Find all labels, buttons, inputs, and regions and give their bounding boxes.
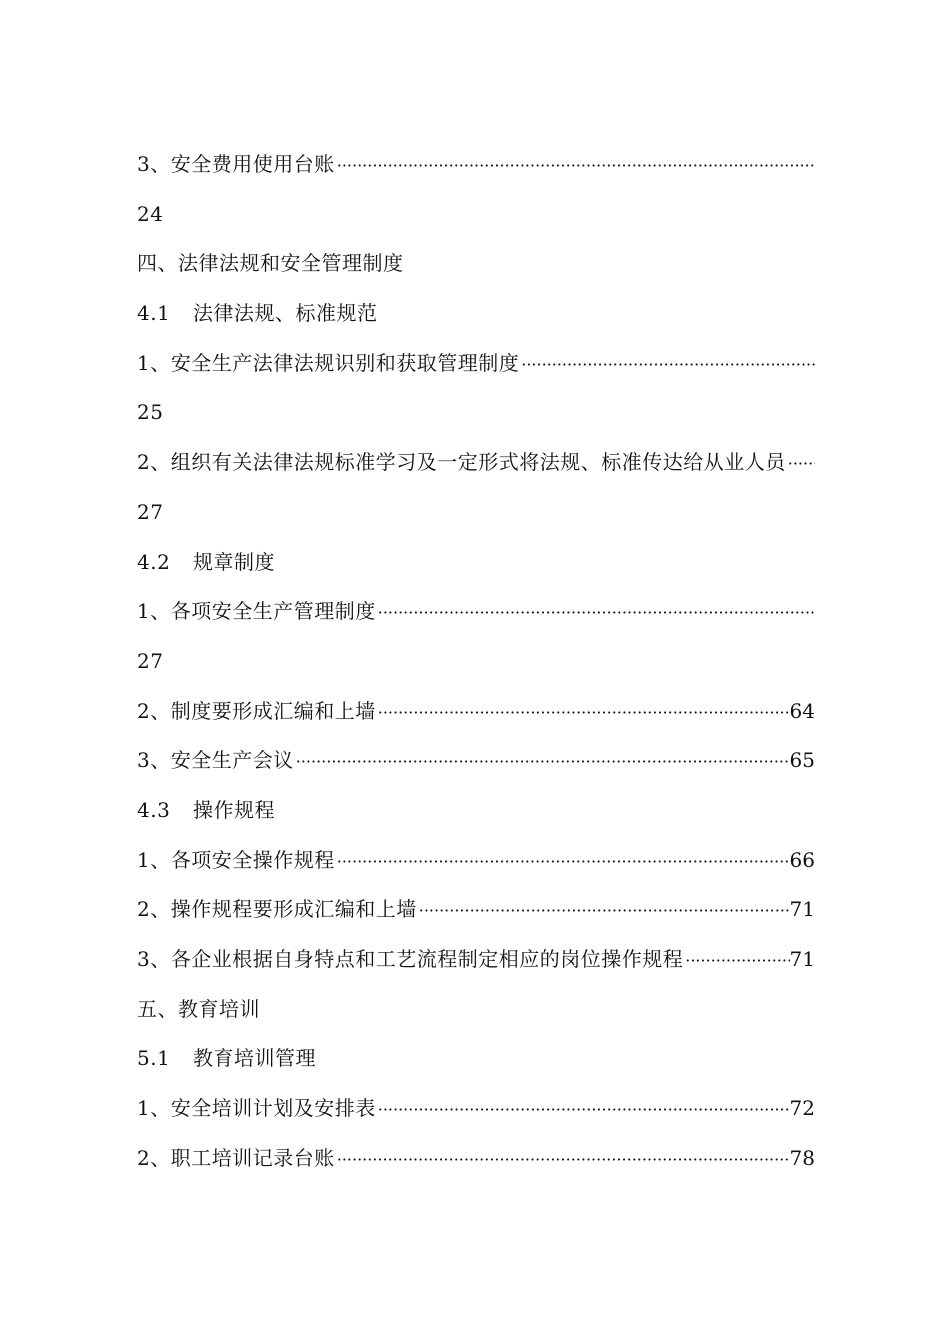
section-number: 4.2: [137, 549, 171, 574]
table-of-contents: [137, 142, 815, 1185]
section-title: 教育培训管理: [193, 1046, 316, 1071]
toc-entry-title: 2、操作规程要形成汇编和上墙: [137, 897, 417, 922]
toc-leader-dots: [296, 740, 790, 784]
section-number: 4.1: [137, 301, 171, 326]
toc-entry[interactable]: [137, 1136, 815, 1186]
toc-entry-title: 1、各项安全操作规程: [137, 847, 335, 872]
toc-entry-title: 1、各项安全生产管理制度: [137, 599, 376, 624]
toc-page-number: 24: [137, 201, 164, 226]
toc-entry[interactable]: [137, 589, 815, 639]
toc-entry-title: 3、各企业根据自身特点和工艺流程制定相应的岗位操作规程: [137, 947, 684, 971]
toc-leader-dots: [378, 1088, 790, 1132]
toc-leader-dots: [337, 1138, 790, 1182]
toc-leader-dots: [378, 691, 790, 735]
toc-entry-page: 78: [789, 1145, 815, 1170]
section-title: 法律法规、标准规范: [193, 301, 378, 326]
toc-entry-page: 71: [789, 897, 815, 922]
toc-entry-page: 65: [789, 748, 815, 773]
toc-chapter-heading[interactable]: 四、法律法规和安全管理制度: [137, 251, 404, 276]
toc-section-heading[interactable]: [137, 788, 815, 838]
toc-entry-title: 1、安全培训计划及安排表: [137, 1096, 376, 1121]
toc-leader-dots: [521, 343, 815, 387]
toc-section-heading[interactable]: [137, 1036, 815, 1086]
toc-entry[interactable]: [137, 838, 815, 888]
toc-section-heading[interactable]: [137, 540, 815, 590]
toc-entry-title: 2、组织有关法律法规标准学习及一定形式将法规、标准传达给从业人员: [137, 450, 786, 475]
toc-entry-page: 64: [789, 698, 815, 723]
toc-entry-title: 3、安全费用使用台账: [137, 152, 335, 176]
toc-leader-dots: [337, 144, 815, 188]
toc-leader-dots: [685, 939, 789, 983]
toc-chapter-heading[interactable]: 五、教育培训: [137, 996, 260, 1021]
toc-entry[interactable]: [137, 689, 815, 739]
toc-section-heading[interactable]: [137, 291, 815, 341]
toc-entry-title: 1、安全生产法律法规识别和获取管理制度: [137, 350, 520, 375]
toc-leader-dots: [788, 442, 815, 486]
toc-leader-dots: [337, 840, 790, 884]
section-title: 规章制度: [193, 549, 275, 574]
section-title: 操作规程: [193, 797, 275, 822]
toc-leader-dots: [378, 591, 815, 635]
toc-entry-title: 3、安全生产会议: [137, 748, 294, 773]
toc-entry-page: 72: [789, 1096, 815, 1121]
toc-entry[interactable]: [137, 440, 815, 490]
toc-entry-title: 2、制度要形成汇编和上墙: [137, 698, 376, 723]
section-number: 4.3: [137, 797, 171, 822]
toc-entry-page: 66: [789, 847, 815, 872]
toc-page-number: 27: [137, 499, 164, 524]
section-number: 5.1: [137, 1046, 171, 1071]
toc-leader-dots: [419, 889, 790, 933]
toc-entry[interactable]: [137, 1086, 815, 1136]
toc-entry-title: 2、职工培训记录台账: [137, 1145, 335, 1170]
toc-entry[interactable]: [137, 341, 815, 391]
toc-page-number: 25: [137, 400, 164, 425]
toc-entry-page: 71: [789, 947, 815, 971]
toc-entry[interactable]: [137, 738, 815, 788]
toc-entry[interactable]: [137, 142, 815, 192]
toc-entry[interactable]: [137, 887, 815, 937]
toc-page-number: 27: [137, 648, 164, 673]
toc-entry[interactable]: [137, 937, 815, 987]
